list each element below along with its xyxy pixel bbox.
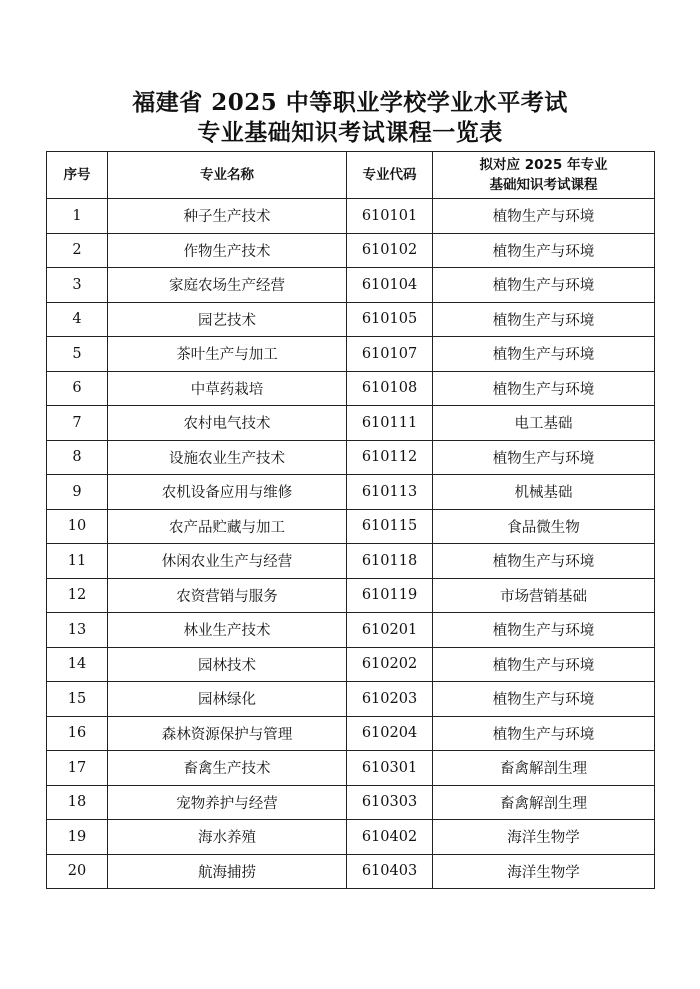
cell-no: 16	[47, 716, 108, 751]
cell-no: 15	[47, 682, 108, 717]
cell-major-code: 610102	[347, 233, 433, 268]
table-row	[47, 820, 655, 855]
column-header-course-line2: 基础知识考试课程	[489, 177, 598, 193]
cell-major-name: 农产品贮藏与加工	[108, 509, 347, 544]
column-header-name: 专业名称	[108, 152, 347, 199]
cell-major-code: 610104	[347, 268, 433, 303]
cell-major-name: 海水养殖	[108, 820, 347, 855]
cell-major-code: 610204	[347, 716, 433, 751]
page-title-line1: 福建省 2025 中等职业学校学业水平考试	[132, 89, 568, 116]
cell-major-code: 610202	[347, 647, 433, 682]
cell-major-code: 610403	[347, 854, 433, 889]
cell-major-code: 610115	[347, 509, 433, 544]
cell-exam-course: 植物生产与环境	[433, 647, 655, 682]
cell-major-code: 610105	[347, 302, 433, 337]
course-table	[46, 151, 655, 889]
cell-no: 17	[47, 751, 108, 786]
cell-no: 11	[47, 544, 108, 579]
cell-exam-course: 海洋生物学	[433, 854, 655, 889]
table-row	[47, 785, 655, 820]
page-title-line2: 专业基础知识考试课程一览表	[197, 119, 503, 146]
cell-major-name: 航海捕捞	[108, 854, 347, 889]
cell-major-code: 610203	[347, 682, 433, 717]
table-row	[47, 233, 655, 268]
cell-no: 20	[47, 854, 108, 889]
cell-major-name: 森林资源保护与管理	[108, 716, 347, 751]
cell-exam-course: 植物生产与环境	[433, 716, 655, 751]
table-header-row	[47, 152, 655, 199]
cell-major-code: 610111	[347, 406, 433, 441]
cell-major-name: 农机设备应用与维修	[108, 475, 347, 510]
table-row	[47, 509, 655, 544]
cell-major-name: 宠物养护与经营	[108, 785, 347, 820]
cell-major-code: 610301	[347, 751, 433, 786]
table-row	[47, 475, 655, 510]
cell-exam-course: 植物生产与环境	[433, 337, 655, 372]
cell-major-code: 610101	[347, 199, 433, 234]
cell-no: 8	[47, 440, 108, 475]
table-row	[47, 268, 655, 303]
table-row	[47, 544, 655, 579]
cell-no: 4	[47, 302, 108, 337]
cell-exam-course: 植物生产与环境	[433, 233, 655, 268]
cell-no: 9	[47, 475, 108, 510]
table-row	[47, 199, 655, 234]
table-row	[47, 578, 655, 613]
cell-major-code: 610303	[347, 785, 433, 820]
cell-no: 10	[47, 509, 108, 544]
cell-major-code: 610201	[347, 613, 433, 648]
table-row	[47, 302, 655, 337]
cell-no: 18	[47, 785, 108, 820]
cell-no: 14	[47, 647, 108, 682]
table-row	[47, 337, 655, 372]
cell-major-name: 园林绿化	[108, 682, 347, 717]
cell-no: 3	[47, 268, 108, 303]
table-row	[47, 613, 655, 648]
cell-no: 12	[47, 578, 108, 613]
cell-exam-course: 畜禽解剖生理	[433, 785, 655, 820]
table-row	[47, 406, 655, 441]
table-row	[47, 440, 655, 475]
cell-no: 6	[47, 371, 108, 406]
cell-exam-course: 植物生产与环境	[433, 544, 655, 579]
cell-exam-course: 海洋生物学	[433, 820, 655, 855]
cell-major-name: 园艺技术	[108, 302, 347, 337]
cell-exam-course: 畜禽解剖生理	[433, 751, 655, 786]
cell-major-name: 畜禽生产技术	[108, 751, 347, 786]
cell-major-name: 林业生产技术	[108, 613, 347, 648]
cell-exam-course: 植物生产与环境	[433, 302, 655, 337]
cell-exam-course: 机械基础	[433, 475, 655, 510]
cell-major-code: 610108	[347, 371, 433, 406]
cell-exam-course: 植物生产与环境	[433, 440, 655, 475]
cell-major-name: 种子生产技术	[108, 199, 347, 234]
cell-exam-course: 食品微生物	[433, 509, 655, 544]
cell-major-name: 茶叶生产与加工	[108, 337, 347, 372]
cell-no: 19	[47, 820, 108, 855]
cell-no: 13	[47, 613, 108, 648]
cell-exam-course: 植物生产与环境	[433, 682, 655, 717]
table-row	[47, 854, 655, 889]
cell-major-code: 610107	[347, 337, 433, 372]
table-row	[47, 371, 655, 406]
column-header-course-line1: 拟对应 2025 年专业	[479, 157, 608, 173]
cell-no: 7	[47, 406, 108, 441]
column-header-no: 序号	[47, 152, 108, 199]
cell-major-name: 设施农业生产技术	[108, 440, 347, 475]
cell-major-name: 家庭农场生产经营	[108, 268, 347, 303]
cell-no: 5	[47, 337, 108, 372]
cell-exam-course: 植物生产与环境	[433, 268, 655, 303]
cell-exam-course: 植物生产与环境	[433, 613, 655, 648]
cell-major-code: 610402	[347, 820, 433, 855]
cell-exam-course: 电工基础	[433, 406, 655, 441]
cell-major-name: 作物生产技术	[108, 233, 347, 268]
cell-no: 2	[47, 233, 108, 268]
cell-major-name: 中草药栽培	[108, 371, 347, 406]
cell-no: 1	[47, 199, 108, 234]
cell-exam-course: 植物生产与环境	[433, 199, 655, 234]
cell-exam-course: 市场营销基础	[433, 578, 655, 613]
column-header-course	[433, 152, 655, 199]
cell-major-name: 农资营销与服务	[108, 578, 347, 613]
cell-major-name: 休闲农业生产与经营	[108, 544, 347, 579]
table-row	[47, 751, 655, 786]
table-row	[47, 716, 655, 751]
cell-major-name: 园林技术	[108, 647, 347, 682]
cell-major-code: 610118	[347, 544, 433, 579]
table-row	[47, 647, 655, 682]
table-row	[47, 682, 655, 717]
cell-exam-course: 植物生产与环境	[433, 371, 655, 406]
cell-major-code: 610112	[347, 440, 433, 475]
cell-major-code: 610119	[347, 578, 433, 613]
cell-major-code: 610113	[347, 475, 433, 510]
column-header-code: 专业代码	[347, 152, 433, 199]
cell-major-name: 农村电气技术	[108, 406, 347, 441]
